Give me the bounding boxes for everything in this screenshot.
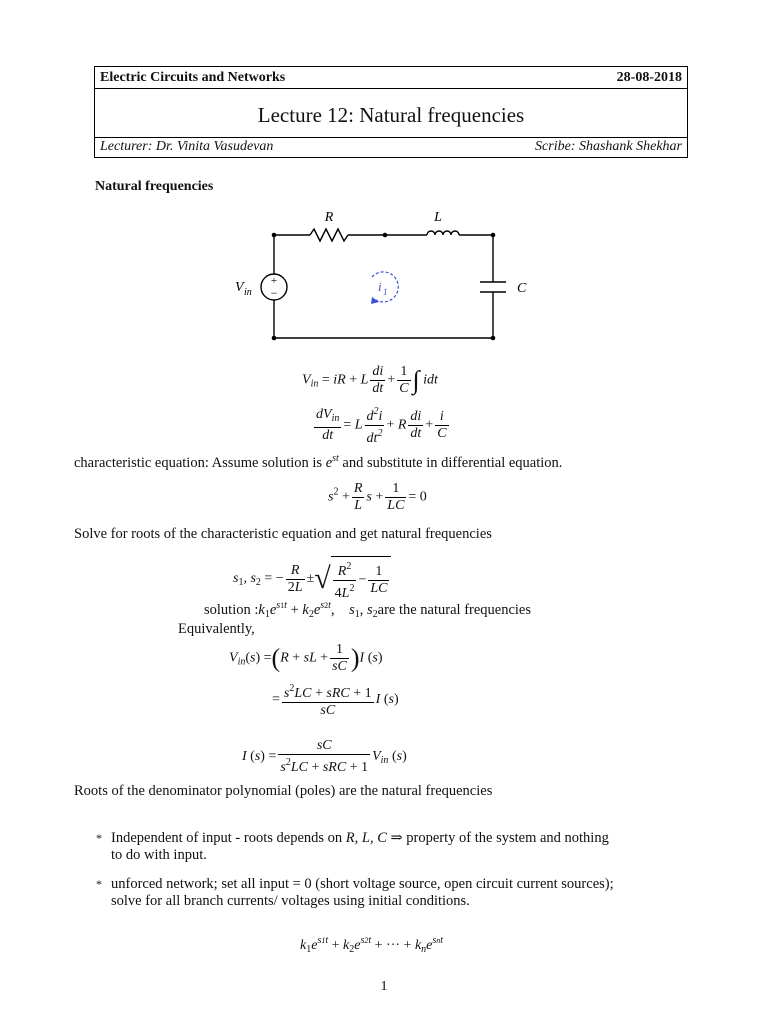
scribe-name: Scribe: Shashank Shekhar <box>535 139 682 154</box>
current-label-sub: 1 <box>383 287 388 297</box>
general-solution-equation: $k_1e^{s1t} + k_2e^{s2t}$ + ··· + $k_ne^{snt}$ <box>300 935 444 955</box>
inductor-symbol <box>427 231 459 235</box>
resistor-label: R <box>324 210 334 225</box>
bullet-2-line-1: unforced network; set all input = 0 (short voltage source, open circuit current sources); <box>111 876 614 892</box>
bullet-1-line-2: to do with input. <box>111 847 207 863</box>
source-label: V <box>235 280 244 295</box>
course-name: Electric Circuits and Networks <box>100 70 286 85</box>
char-eq-sentence: characteristic equation: Assume solution is $e^{st}$ and substitute in differential equation. <box>74 453 563 471</box>
lecture-date: 28-08-2018 <box>616 70 682 85</box>
current-transfer-equation: I (s) = $\frac{sC}{s^2LC + sRC + 1}$ $V_{in}$ (s) <box>242 738 407 775</box>
derivative-equation: $\frac{dV_{in}}{dt}$ = L $\frac{d^2i}{dt^2}$ + R $\frac{di}{dt}$ + $\frac{i}{C}$ <box>316 406 447 446</box>
header-bottom-rule <box>94 137 688 138</box>
current-label: i <box>378 279 382 294</box>
page-number: 1 <box>380 979 388 994</box>
kvl-equation: $V_{in}$ = iR + L $\frac{di}{dt}$ + $\frac{1}{C}$ ∫ idt <box>302 364 438 396</box>
solve-roots-sentence: Solve for roots of the characteristic equation and get natural frequencies <box>74 526 492 542</box>
source-minus: − <box>270 286 278 300</box>
roots-equation: $s_1$, $s_2$ = − $\frac{R}{2L}$ ±√ $\frac{R^2}{4L^2}$ − $\frac{1}{LC}$ <box>233 556 391 602</box>
impedance-expanded-equation: = $\frac{s^2LC + sRC + 1}{sC}$ I (s) <box>272 683 399 718</box>
bullet-marker: * <box>96 877 102 891</box>
solution-line: solution $:k_1e^{s1t} + k_2e^{s2t}$, $s_1$, $s_2are$ the natural frequencies <box>204 600 532 620</box>
header-top-rule <box>94 88 688 89</box>
impedance-equation: $V_{in}(s) =(R$ + sL + $\frac{1}{sC}$ )I (s) <box>229 642 383 674</box>
bullet-1-line-1: Independent of input - roots depends on R, L, C ⇒ property of the system and nothing <box>111 830 609 846</box>
characteristic-equation: $s^2$ + $\frac{R}{L}$ s + $\frac{1}{LC}$ = 0 <box>328 481 427 513</box>
capacitor-label: C <box>517 281 527 296</box>
rlc-circuit-diagram <box>220 205 540 350</box>
bullet-marker: * <box>96 831 102 845</box>
inductor-label: L <box>434 210 442 225</box>
section-title: Natural frequencies <box>95 179 214 194</box>
roots-denominator-sentence: Roots of the denominator polynomial (poles) are the natural frequencies <box>74 783 493 799</box>
lecture-title: Lecture 12: Natural frequencies <box>257 103 525 127</box>
source-label-sub: in <box>244 287 252 298</box>
lecturer-name: Lecturer: Dr. Vinita Vasudevan <box>100 139 274 154</box>
source-plus: + <box>270 275 278 287</box>
equivalently-label: Equivalently, <box>178 621 255 637</box>
resistor-symbol <box>310 229 348 241</box>
bullet-2-line-2: solve for all branch currents/ voltages using initial conditions. <box>111 893 470 909</box>
